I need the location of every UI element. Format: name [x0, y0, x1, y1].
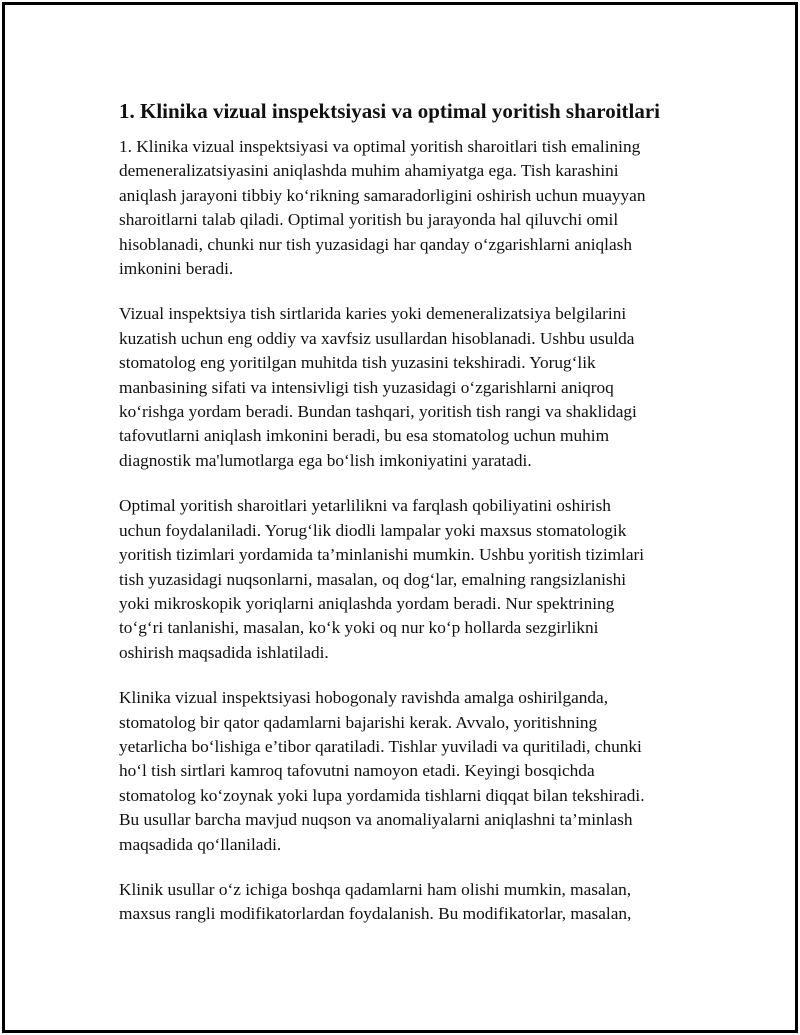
text-line: stomatolog eng yoritilgan muhitda tish yuzasini tekshiradi. Yorug‘lik — [119, 353, 596, 373]
text-line: kuzatish uchun eng oddiy va xavfsiz usullardan hisoblanadi. Ushbu usulda — [119, 328, 635, 348]
text-line: hisoblanadi, chunki nur tish yuzasidagi har qanday o‘zgarishlarni aniqlash — [119, 234, 633, 254]
text-line: ho‘l tish sirtlari kamroq tafovutni namoyon etadi. Keyingi bosqichda — [119, 761, 595, 781]
paragraph-5 — [119, 878, 689, 927]
text-line: to‘g‘ri tanlanishi, masalan, ko‘k yoki oq nur ko‘p hollarda sezgirlikni — [119, 618, 599, 638]
text-line: Vizual inspektsiya tish sirtlarida karies yoki demeneralizatsiya belgilarini — [119, 304, 627, 324]
text-line: stomatolog ko‘zoynak yoki lupa yordamida tishlarni diqqat bilan tekshiradi. — [119, 785, 645, 805]
text-line: uchun foydalaniladi. Yorug‘lik diodli lampalar yoki maxsus stomatologik — [119, 520, 627, 540]
text-line: ko‘rishga yordam beradi. Bundan tashqari, yoritish tish rangi va shaklidagi — [119, 402, 637, 422]
text-line: maxsus rangli modifikatorlardan foydalanish. Bu modifikatorlar, masalan, — [119, 904, 632, 924]
text-line: stomatolog bir qator qadamlarni bajarishi kerak. Avvalo, yoritishning — [119, 712, 598, 732]
text-line: demeneralizatsiyasini aniqlashda muhim ahamiyatga ega. Tish karashini — [119, 161, 619, 181]
text-line: aniqlash jarayoni tibbiy ko‘rikning samaradorligini oshirish uchun muayyan — [119, 185, 646, 205]
text-line: manbasining sifati va intensivligi tish yuzasidagi o‘zgarishlarni aniqroq — [119, 377, 614, 397]
paragraph-3 — [119, 494, 689, 665]
paragraph-1 — [119, 135, 689, 281]
text-line: Klinik usullar o‘z ichiga boshqa qadamlarni ham olishi mumkin, masalan, — [119, 879, 632, 899]
text-line: tafovutlarni aniqlash imkonini beradi, bu esa stomatolog uchun muhim — [119, 426, 610, 446]
document-body — [119, 97, 689, 948]
text-line: yetarlicha bo‘lishiga e’tibor qaratiladi. Tishlar yuviladi va quritiladi, chunki — [119, 736, 642, 756]
text-line: imkonini beradi. — [119, 259, 234, 279]
text-line: Bu usullar barcha mavjud nuqson va anomaliyalarni aniqlashni ta’minlash — [119, 810, 633, 830]
paragraph-2 — [119, 302, 689, 473]
text-line: 1. Klinika vizual inspektsiyasi va optimal yoritish sharoitlari tish emalining — [119, 137, 641, 156]
text-line: yoritish tizimlari yordamida ta’minlanishi mumkin. Ushbu yoritish tizimlari — [119, 545, 645, 565]
section-heading: 1. Klinika vizual inspektsiyasi va optimal yoritish sharoitlari — [119, 99, 661, 123]
text-line: yoki mikroskopik yoriqlarni aniqlashda yordam beradi. Nur spektrining — [119, 593, 615, 613]
text-line: oshirish maqsadida ishlatiladi. — [119, 642, 329, 662]
text-line: sharoitlarni talab qiladi. Optimal yoritish bu jarayonda hal qiluvchi omil — [119, 210, 619, 230]
text-line: tish yuzasidagi nuqsonlarni, masalan, oq dog‘lar, emalning rangsizlanishi — [119, 569, 627, 589]
document-page — [2, 2, 798, 1033]
text-line: diagnostik ma'lumotlarga ega bo‘lish imkoniyatini yaratadi. — [119, 450, 532, 470]
text-line: Optimal yoritish sharoitlari yetarlilikni va farqlash qobiliyatini oshirish — [119, 496, 611, 516]
paragraph-4 — [119, 686, 689, 857]
text-line: Klinika vizual inspektsiyasi hobogonaly ravishda amalga oshirilganda, — [119, 688, 609, 708]
text-line: maqsadida qo‘llaniladi. — [119, 834, 282, 854]
